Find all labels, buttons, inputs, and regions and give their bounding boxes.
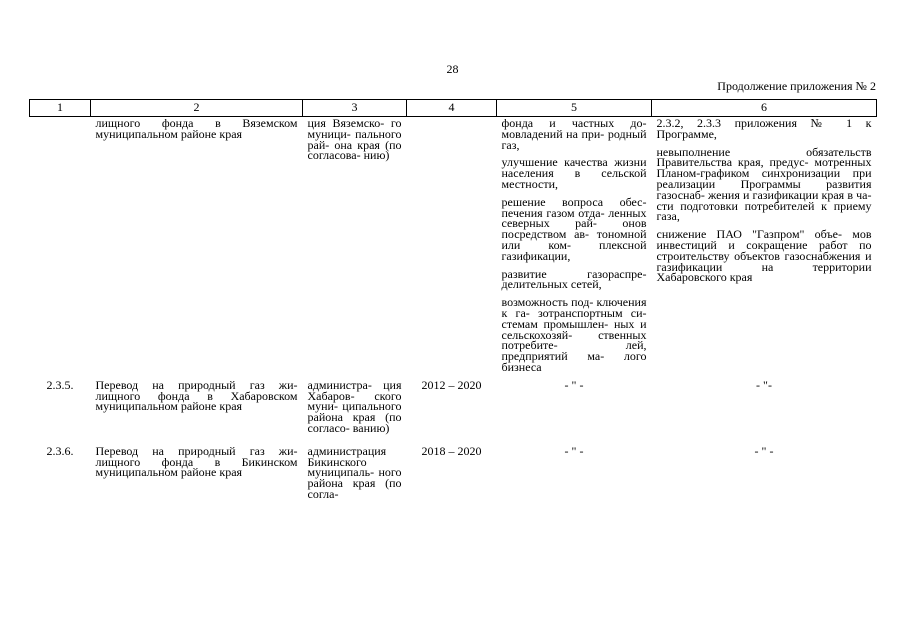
expected-results: - " - [564,377,584,392]
risks: - " - [754,443,774,458]
column-number-1: 1 [30,100,91,117]
executor: ция Вяземско- го муници- пального рай- она края (по согласова- нию) [307,116,402,163]
risk-paragraph: невыполнение обязательств Правительства края, предус- мотренных Планом-графиком синхронизации при реализации Программы развития газоснаб- жения и газификации края в ча- сти подготовки потребителей к приему газа, [656,144,872,224]
column-number-3: 3 [303,100,407,117]
appendix-table [29,99,877,500]
result-paragraph: решение вопроса обес- печения газом отда- ленных северных рай- онов посредством ав- тономной или ком- плексной газификации, [501,194,647,263]
item-number: 2.3.5. [46,377,74,392]
table-row [30,434,877,500]
table-row [30,117,877,373]
period: 2012 – 2020 [421,377,482,392]
result-paragraph: развитие газораспре- делительных сетей, [501,266,647,292]
item-number [30,117,91,373]
result-paragraph: возможность под- ключения к га- зотранспортным си- стемам промышлен- ных и сельскохозяй- ственных потребите- лей, предприятий ма- лого бизнеса [501,295,647,374]
risks [652,117,877,373]
column-number-4: 4 [407,100,497,117]
item-number: 2.3.6. [46,443,74,458]
continuation-heading: Продолжение приложения № 2 [717,79,876,93]
column-number-row [30,100,877,117]
column-number-5: 5 [497,100,652,117]
result-paragraph: улучшение качества жизни населения в сельской местности, [501,155,647,191]
expected-results: - " - [564,443,584,458]
measure-name: лищного фонда в Вяземском муниципальном районе края [95,116,298,141]
executor: администра- ция Хабаров- ского муни- ципального района края (по согласо- ванию) [307,377,402,435]
expected-results [497,117,652,373]
measure-name: Перевод на природный газ жи- лищного фонда в Хабаровском муниципальном районе края [95,377,298,414]
period: 2018 – 2020 [421,443,482,458]
table-row [30,373,877,434]
column-number-6: 6 [652,100,877,117]
risks: - "- [756,377,772,392]
column-number-2: 2 [91,100,303,117]
result-paragraph: фонда и частных до- мовладений на при- родный газ, [501,116,647,152]
measure-name: Перевод на природный газ жи- лищного фонда в Бикинском муниципальном районе края [95,443,298,480]
risk-paragraph: 2.3.2, 2.3.3 приложения № 1 к Программе, [656,116,872,141]
period [407,117,497,373]
executor: администрация Бикинского муниципаль- ного района края (по согла- [307,443,402,501]
risk-paragraph: снижение ПАО "Газпром" объе- мов инвестиций и сокращение работ по строительству объектов газоснабжения и газификации на территории Хабаровского края [656,227,872,285]
page-number: 28 [446,62,459,76]
